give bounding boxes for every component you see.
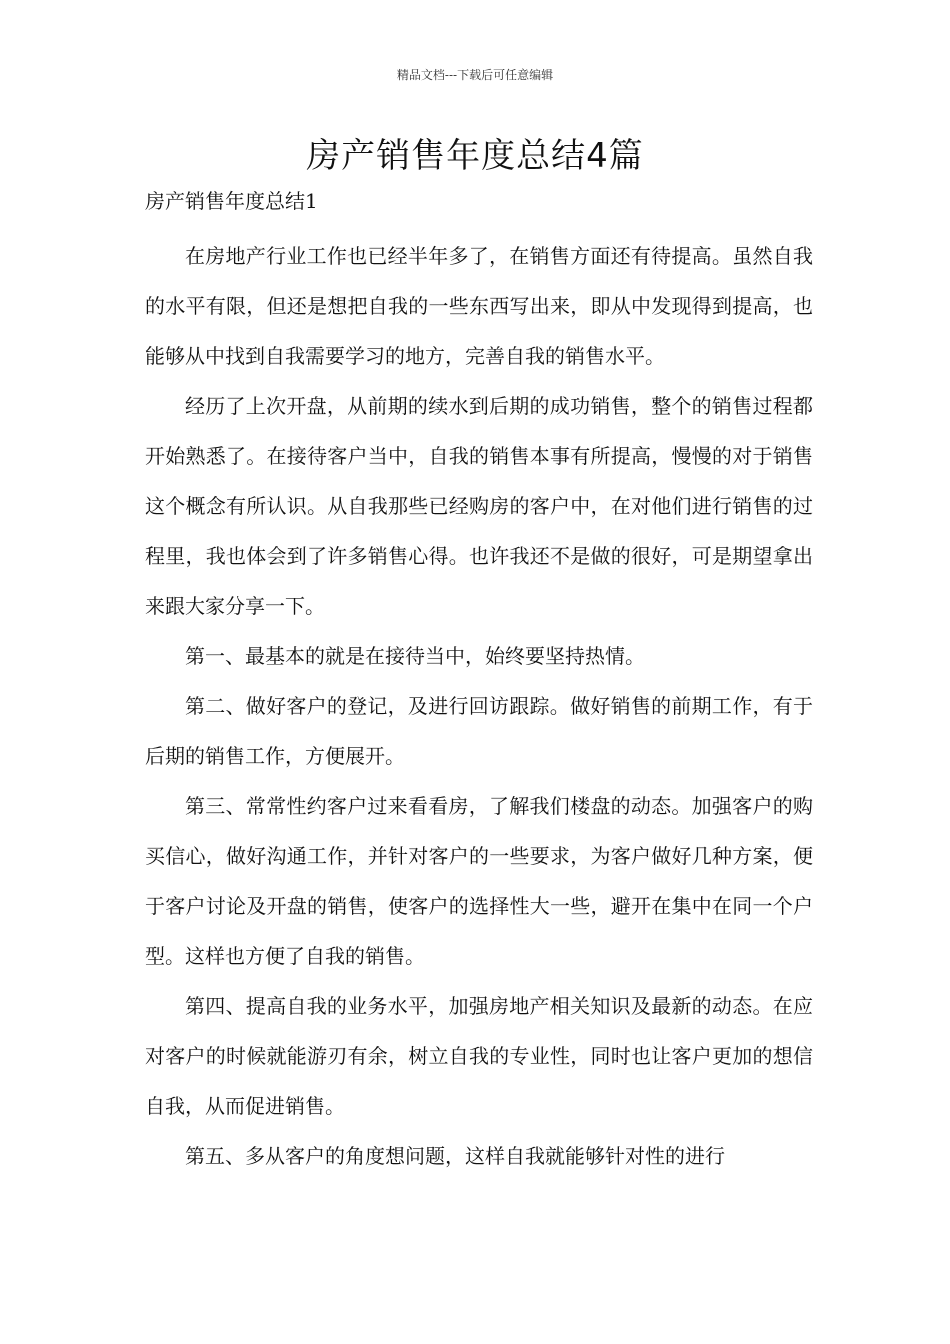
paragraph: 经历了上次开盘，从前期的续水到后期的成功销售，整个的销售过程都开始熟悉了。在接待客户当中，自我的销售本事有所提高，慢慢的对于销售这个概念有所认识。从自我那些已经购房的客户中，在对他们进行销售的过程里，我也体会到了许多销售心得。也许我还不是做的很好，可是期望拿出来跟大家分享一下。 (145, 394, 813, 618)
paragraph: 第一、最基本的就是在接待当中，始终要坚持热情。 (185, 644, 645, 668)
paragraph: 第五、多从客户的角度想问题，这样自我就能够针对性的进行 (185, 1144, 725, 1168)
header-note: 精品文档---下载后可任意编辑 (396, 68, 554, 82)
document-title: 房产销售年度总结4篇 (306, 136, 644, 176)
section-title: 房产销售年度总结1 (145, 189, 318, 213)
document-body (145, 231, 813, 1181)
paragraph: 第三、常常性约客户过来看看房，了解我们楼盘的动态。加强客户的购买信心，做好沟通工作，并针对客户的一些要求，为客户做好几种方案，便于客户讨论及开盘的销售，使客户的选择性大一些，避开在集中在同一个户型。这样也方便了自我的销售。 (145, 794, 813, 968)
paragraph: 在房地产行业工作也已经半年多了，在销售方面还有待提高。虽然自我的水平有限，但还是想把自我的一些东西写出来，即从中发现得到提高，也能够从中找到自我需要学习的地方，完善自我的销售水平。 (145, 244, 813, 368)
paragraph: 第四、提高自我的业务水平，加强房地产相关知识及最新的动态。在应对客户的时候就能游刃有余，树立自我的专业性，同时也让客户更加的想信自我，从而促进销售。 (145, 994, 813, 1118)
paragraph: 第二、做好客户的登记，及进行回访跟踪。做好销售的前期工作，有于后期的销售工作，方便展开。 (145, 694, 813, 768)
